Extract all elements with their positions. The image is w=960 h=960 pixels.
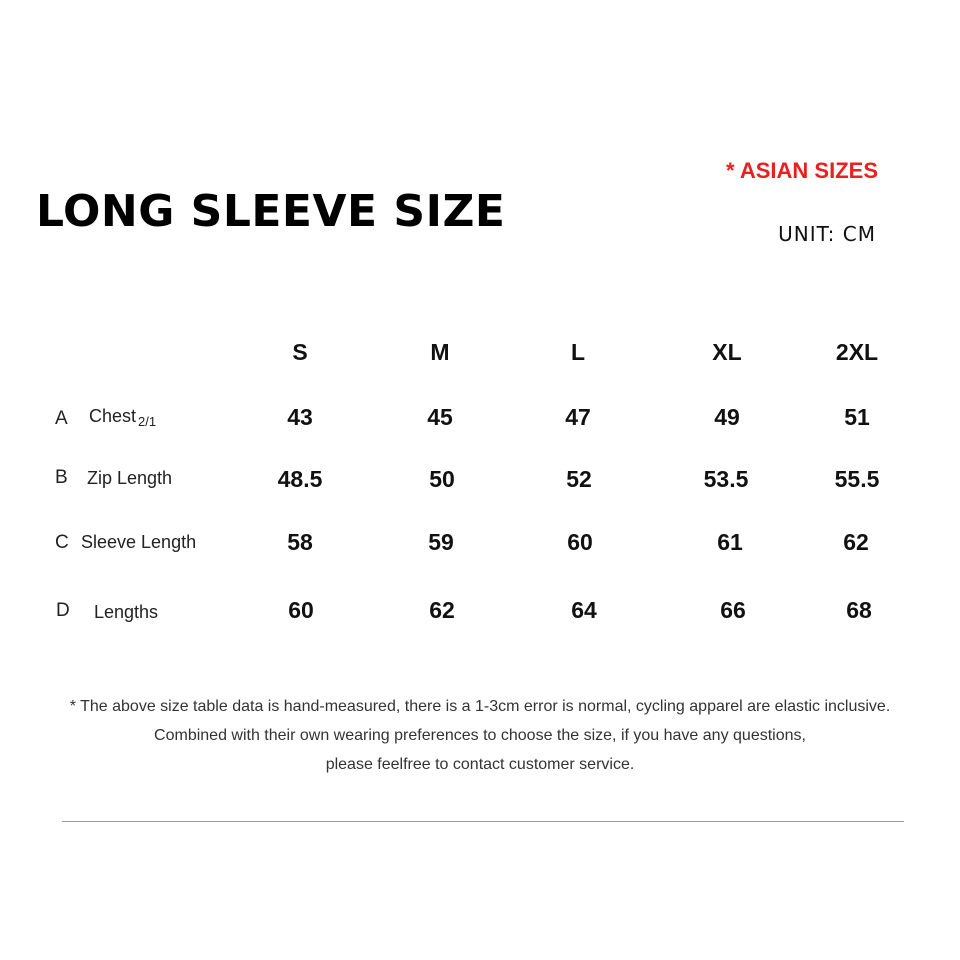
footnote-line-2: Combined with their own wearing preferences to choose the size, if you have any questions, <box>154 727 806 744</box>
row-label-zip-length: Zip Length <box>87 468 173 488</box>
page-title: LONG SLEEVE SIZE <box>36 186 506 237</box>
column-header-s: S <box>292 339 308 365</box>
table-cell: 58 <box>287 529 313 555</box>
column-header-xl: XL <box>712 339 742 365</box>
row-label-sub: 2/1 <box>138 414 157 429</box>
column-header-m: M <box>430 339 450 365</box>
unit-label: UNIT: CM <box>778 222 876 246</box>
table-cell: 50 <box>429 466 455 492</box>
row-label-text: Chest <box>89 406 137 426</box>
row-label-sleeve-length: Sleeve Length <box>81 532 197 552</box>
row-letter-d: D <box>56 600 70 621</box>
table-cell: 60 <box>567 529 593 555</box>
row-letter-a: A <box>55 408 68 429</box>
table-cell: 47 <box>565 404 591 430</box>
table-cell: 51 <box>844 404 870 430</box>
table-cell: 66 <box>720 597 746 623</box>
table-cell: 53.5 <box>703 466 749 492</box>
table-cell: 59 <box>428 529 454 555</box>
table-cell: 49 <box>714 404 740 430</box>
column-header-l: L <box>570 339 586 365</box>
table-cell: 64 <box>571 597 597 623</box>
row-letter-b: B <box>55 467 68 488</box>
table-cell: 55.5 <box>834 466 880 492</box>
footnote-line-1: * The above size table data is hand-measured, there is a 1-3cm error is normal, cycling apparel are elastic inclusive. <box>69 698 891 715</box>
table-cell: 62 <box>429 597 455 623</box>
row-letter-c: C <box>55 532 69 553</box>
divider <box>62 821 904 822</box>
table-cell: 52 <box>566 466 592 492</box>
table-cell: 45 <box>427 404 453 430</box>
table-cell: 43 <box>287 404 313 430</box>
row-label-lengths: Lengths <box>94 602 159 622</box>
footnote-line-3: please feelfree to contact customer service. <box>325 756 635 773</box>
table-cell: 60 <box>288 597 314 623</box>
table-cell: 68 <box>846 597 872 623</box>
table-cell: 62 <box>843 529 869 555</box>
table-cell: 61 <box>717 529 743 555</box>
column-header-2xl: 2XL <box>835 339 879 365</box>
asian-sizes-note: * ASIAN SIZES <box>726 158 878 183</box>
table-cell: 48.5 <box>277 466 323 492</box>
row-label-chest <box>89 406 156 429</box>
